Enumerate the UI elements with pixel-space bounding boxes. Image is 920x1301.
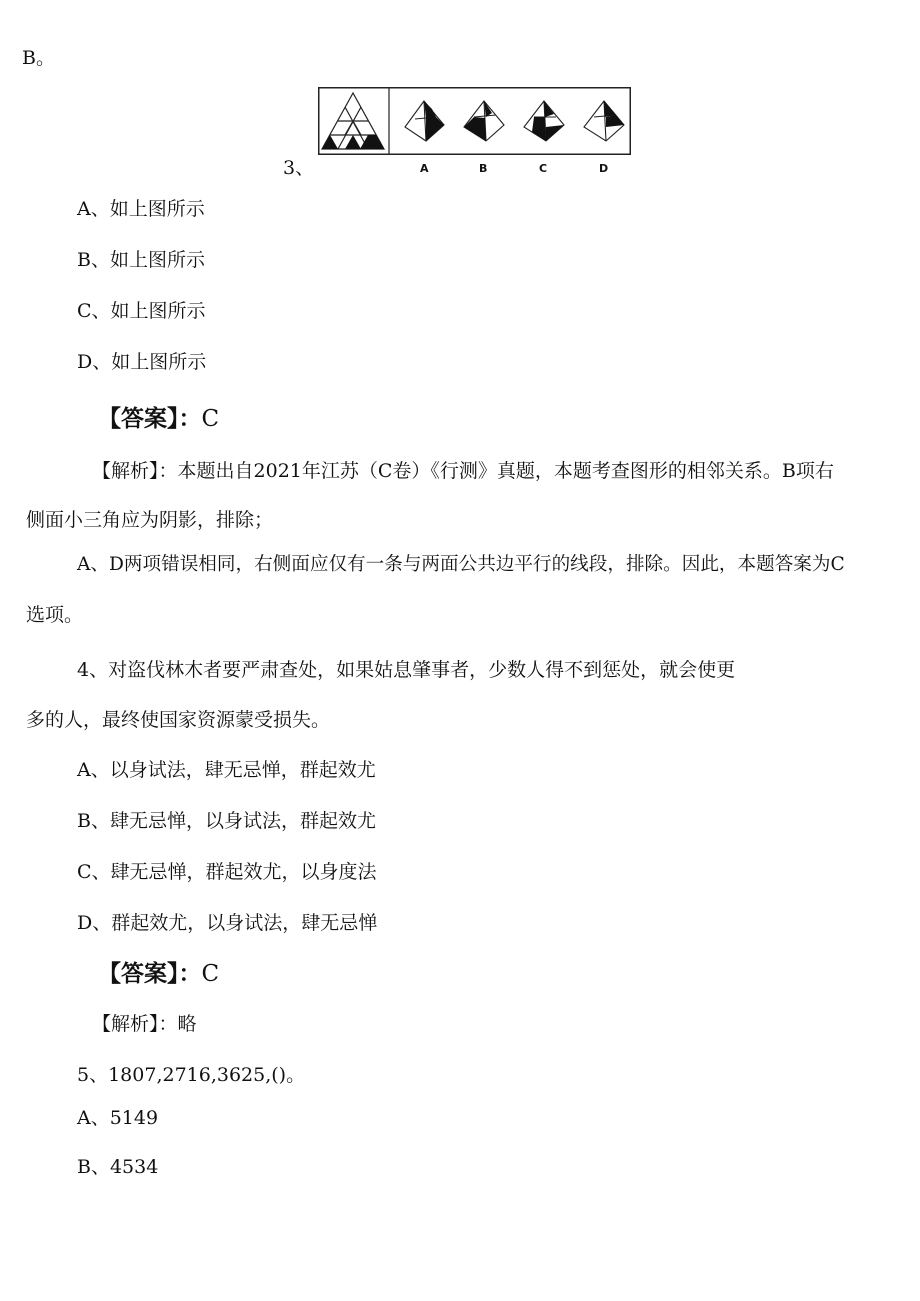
question-4-option-b: B、肆无忌惮，以身试法，群起效尤 — [77, 810, 376, 832]
question-5-stem: 5、1807,2716,3625,()。 — [77, 1064, 306, 1086]
question-4-option-c: C、肆无忌惮，群起效尤，以身度法 — [77, 861, 377, 883]
question-3-answer — [98, 407, 219, 431]
question-3-option-d: D、如上图所示 — [77, 351, 207, 373]
net-shaded-triangle-center — [345, 135, 361, 149]
analysis-label: 【解析】： — [92, 1013, 178, 1035]
figure-label-b: B — [479, 162, 488, 175]
figure-label-c: C — [539, 162, 548, 175]
question-4-analysis — [92, 1012, 197, 1036]
answer-label: 【答案】： — [98, 406, 202, 432]
question-4-stem-line-2: 多的人，最终使国家资源蒙受损失。 — [26, 709, 331, 731]
analysis-text: 略 — [177, 1013, 197, 1035]
answer-value: C — [201, 406, 220, 432]
question-3-option-c: C、如上图所示 — [77, 300, 206, 322]
question-3-analysis-line-4: 选项。 — [26, 604, 84, 626]
question-3-figure — [318, 87, 631, 155]
option-c-shaded — [544, 101, 554, 117]
question-5-option-b: B、4534 — [77, 1156, 159, 1178]
option-a-shaded — [424, 101, 436, 117]
net-shaded-triangle-left — [322, 135, 338, 149]
question-3-option-a: A、如上图所示 — [77, 198, 205, 220]
option-d-shaded — [604, 101, 616, 117]
question-3-analysis-line-3: A、D两项错误相同，右侧面应仅有一条与两面公共边平行的线段，排除。因此，本题答案为C — [77, 554, 845, 575]
question-4-option-d: D、群起效尤，以身试法，肆无忌惮 — [77, 912, 378, 934]
option-a-shaded-2 — [426, 117, 444, 141]
question-4-answer — [98, 962, 219, 986]
question-4-stem-line-1: 4、对盗伐林木者要严肃查处，如果姑息肇事者，少数人得不到惩处，就会使更 — [77, 659, 736, 681]
analysis-label: 【解析】： — [92, 460, 178, 482]
analysis-text: 本题出自2021年江苏（C卷）《行测》真题，本题考查图形的相邻关系。B项右 — [177, 460, 834, 482]
question-3-option-b: B、如上图所示 — [77, 249, 205, 271]
figure-label-d: D — [599, 162, 609, 175]
question-3-number: 3、 — [283, 157, 315, 179]
question-5-option-a: A、5149 — [77, 1107, 159, 1129]
answer-label: 【答案】： — [98, 961, 202, 987]
figure-label-a: A — [420, 162, 429, 175]
question-3-analysis-line-1 — [92, 459, 834, 483]
question-3-analysis-line-2: 侧面小三角应为阴影，排除； — [26, 509, 274, 531]
question-4-option-a: A、以身试法，肆无忌惮，群起效尤 — [77, 759, 376, 781]
page-fragment-text: B。 — [22, 47, 55, 69]
answer-value: C — [201, 961, 220, 987]
option-c-shaded-2 — [532, 117, 546, 141]
option-b-shaded-2 — [464, 117, 486, 141]
